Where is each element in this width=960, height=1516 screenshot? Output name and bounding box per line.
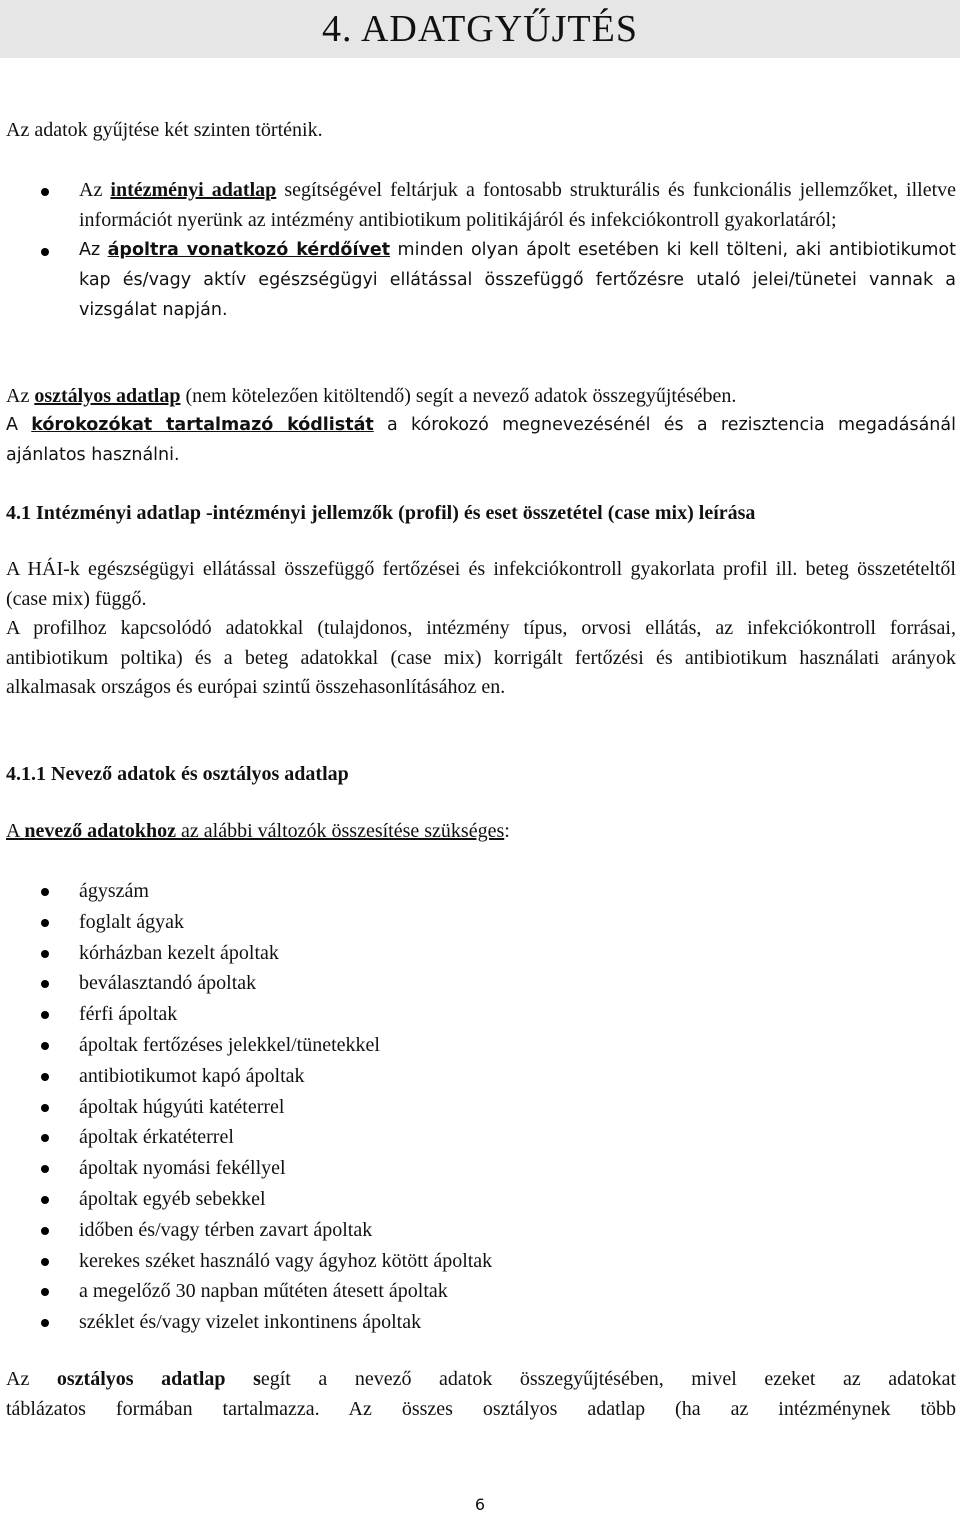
bullet-icon	[41, 1288, 49, 1296]
section-4-1-1-heading: 4.1.1 Nevező adatok és osztályos adatlap	[6, 763, 349, 785]
levels-list	[0, 176, 956, 325]
intro-paragraph: Az adatok gyűjtése két szinten történik.	[6, 119, 323, 141]
list-item: ágyszám	[0, 876, 956, 907]
bullet-icon	[41, 950, 49, 958]
list-item: kerekes széket használó vagy ágyhoz kötött ápoltak	[0, 1246, 956, 1277]
institution-form-link: intézményi adatlap	[110, 179, 277, 201]
list-item: Az ápoltra vonatkozó kérdőívet minden olyan ápolt esetében ki kell tölteni, aki antibiotikumot kap és/vagy aktív egészségügyi ellátással összefüggő fertőzésre utaló jelei/tünetei vannak a vizsgálat napján.	[0, 236, 956, 325]
list-item: kórházban kezelt ápoltak	[0, 938, 956, 969]
section-4-1-paragraph-1: A HÁI-k egészségügyi ellátással összefüggő fertőzései és infekciókontroll gyakorlata profil ill. beteg összetételtől (case mix) függő.	[6, 558, 956, 610]
closing-line-2: táblázatos formában tartalmazza. Az összes osztályos adatlap (ha az intézménynek több	[6, 1398, 956, 1420]
denominator-variables-list	[0, 876, 956, 1338]
bullet-icon	[41, 1134, 49, 1142]
page-number: 6	[474, 1495, 486, 1514]
ward-form-term: osztályos adatlap s	[56, 1368, 261, 1390]
list-item: ápoltak egyéb sebekkel	[0, 1184, 956, 1215]
bullet-icon	[41, 980, 49, 988]
list-item: időben és/vagy térben zavart ápoltak	[0, 1215, 956, 1246]
bullet-icon	[41, 1042, 49, 1050]
bullet-icon	[41, 1073, 49, 1081]
bullet-icon	[41, 248, 49, 256]
bullet-icon	[41, 1196, 49, 1204]
list-item: antibiotikumot kapó ápoltak	[0, 1061, 956, 1092]
bullet-icon	[41, 1011, 49, 1019]
bullet-icon	[41, 1104, 49, 1112]
denominator-lead: A nevező adatokhoz az alábbi változók összesítése szükséges:	[6, 820, 510, 842]
list-item: férfi ápoltak	[0, 999, 956, 1030]
section-4-1-paragraph-2: A profilhoz kapcsolódó adatokkal (tulajdonos, intézmény típus, orvosi ellátás, az infekciókontroll forrásai, antibiotikum poltika) és a beteg adatokkal (case mix) korrigált fertőzési és antibiotikum használati arányok alkalmasak országos és európai szintű összehasonlításához en.	[6, 617, 956, 698]
denominator-data-term: nevező adatokhoz	[24, 820, 177, 842]
section-4-1-heading: 4.1 Intézményi adatlap -intézményi jellemzők (profil) és eset összetétel (case mix) leírása	[6, 502, 756, 524]
ward-form-link: osztályos adatlap	[34, 385, 181, 407]
list-item: beválasztandó ápoltak	[0, 968, 956, 999]
bullet-icon	[41, 888, 49, 896]
bullet-icon	[41, 919, 49, 927]
codelist-link: kórokozókat tartalmazó kódlistát	[31, 415, 374, 435]
list-item: ápoltak fertőzéses jelekkel/tünetekkel	[0, 1030, 956, 1061]
chapter-title	[0, 0, 960, 58]
bullet-icon	[41, 1227, 49, 1235]
closing-line-1: Az osztályos adatlap segít a nevező adatok összegyűjtésében, mivel ezeket az adatokat	[6, 1368, 957, 1390]
bullet-icon	[41, 188, 49, 196]
bullet-icon	[41, 1165, 49, 1173]
list-item: ápoltak húgyúti katéterrel	[0, 1092, 956, 1123]
list-item: foglalt ágyak	[0, 907, 956, 938]
list-item: ápoltak nyomási fekéllyel	[0, 1153, 956, 1184]
list-item: széklet és/vagy vizelet inkontinens ápoltak	[0, 1307, 956, 1338]
bullet-icon	[41, 1258, 49, 1266]
chapter-title-text: 4. ADATGYŰJTÉS	[322, 8, 638, 50]
list-item: a megelőző 30 napban műtéten átesett ápoltak	[0, 1276, 956, 1307]
list-item: ápoltak érkatéterrel	[0, 1122, 956, 1153]
ward-form-paragraph: Az osztályos adatlap (nem kötelezően kitöltendő) segít a nevező adatok összegyűjtésében.	[6, 385, 737, 407]
codelist-paragraph: A kórokozókat tartalmazó kódlistát a kórokozó megnevezésénél és a rezisztencia megadásánál ajánlatos használni.	[6, 415, 956, 465]
patient-questionnaire-link: ápoltra vonatkozó kérdőívet	[107, 240, 391, 260]
bullet-icon	[41, 1319, 49, 1327]
list-item: Az intézményi adatlap segítségével feltárjuk a fontosabb strukturális és funkcionális jellemzőket, illetve információt nyerünk az intézmény antibiotikum politikájáról és infekciókontroll gyakorlatáról;	[0, 176, 956, 235]
